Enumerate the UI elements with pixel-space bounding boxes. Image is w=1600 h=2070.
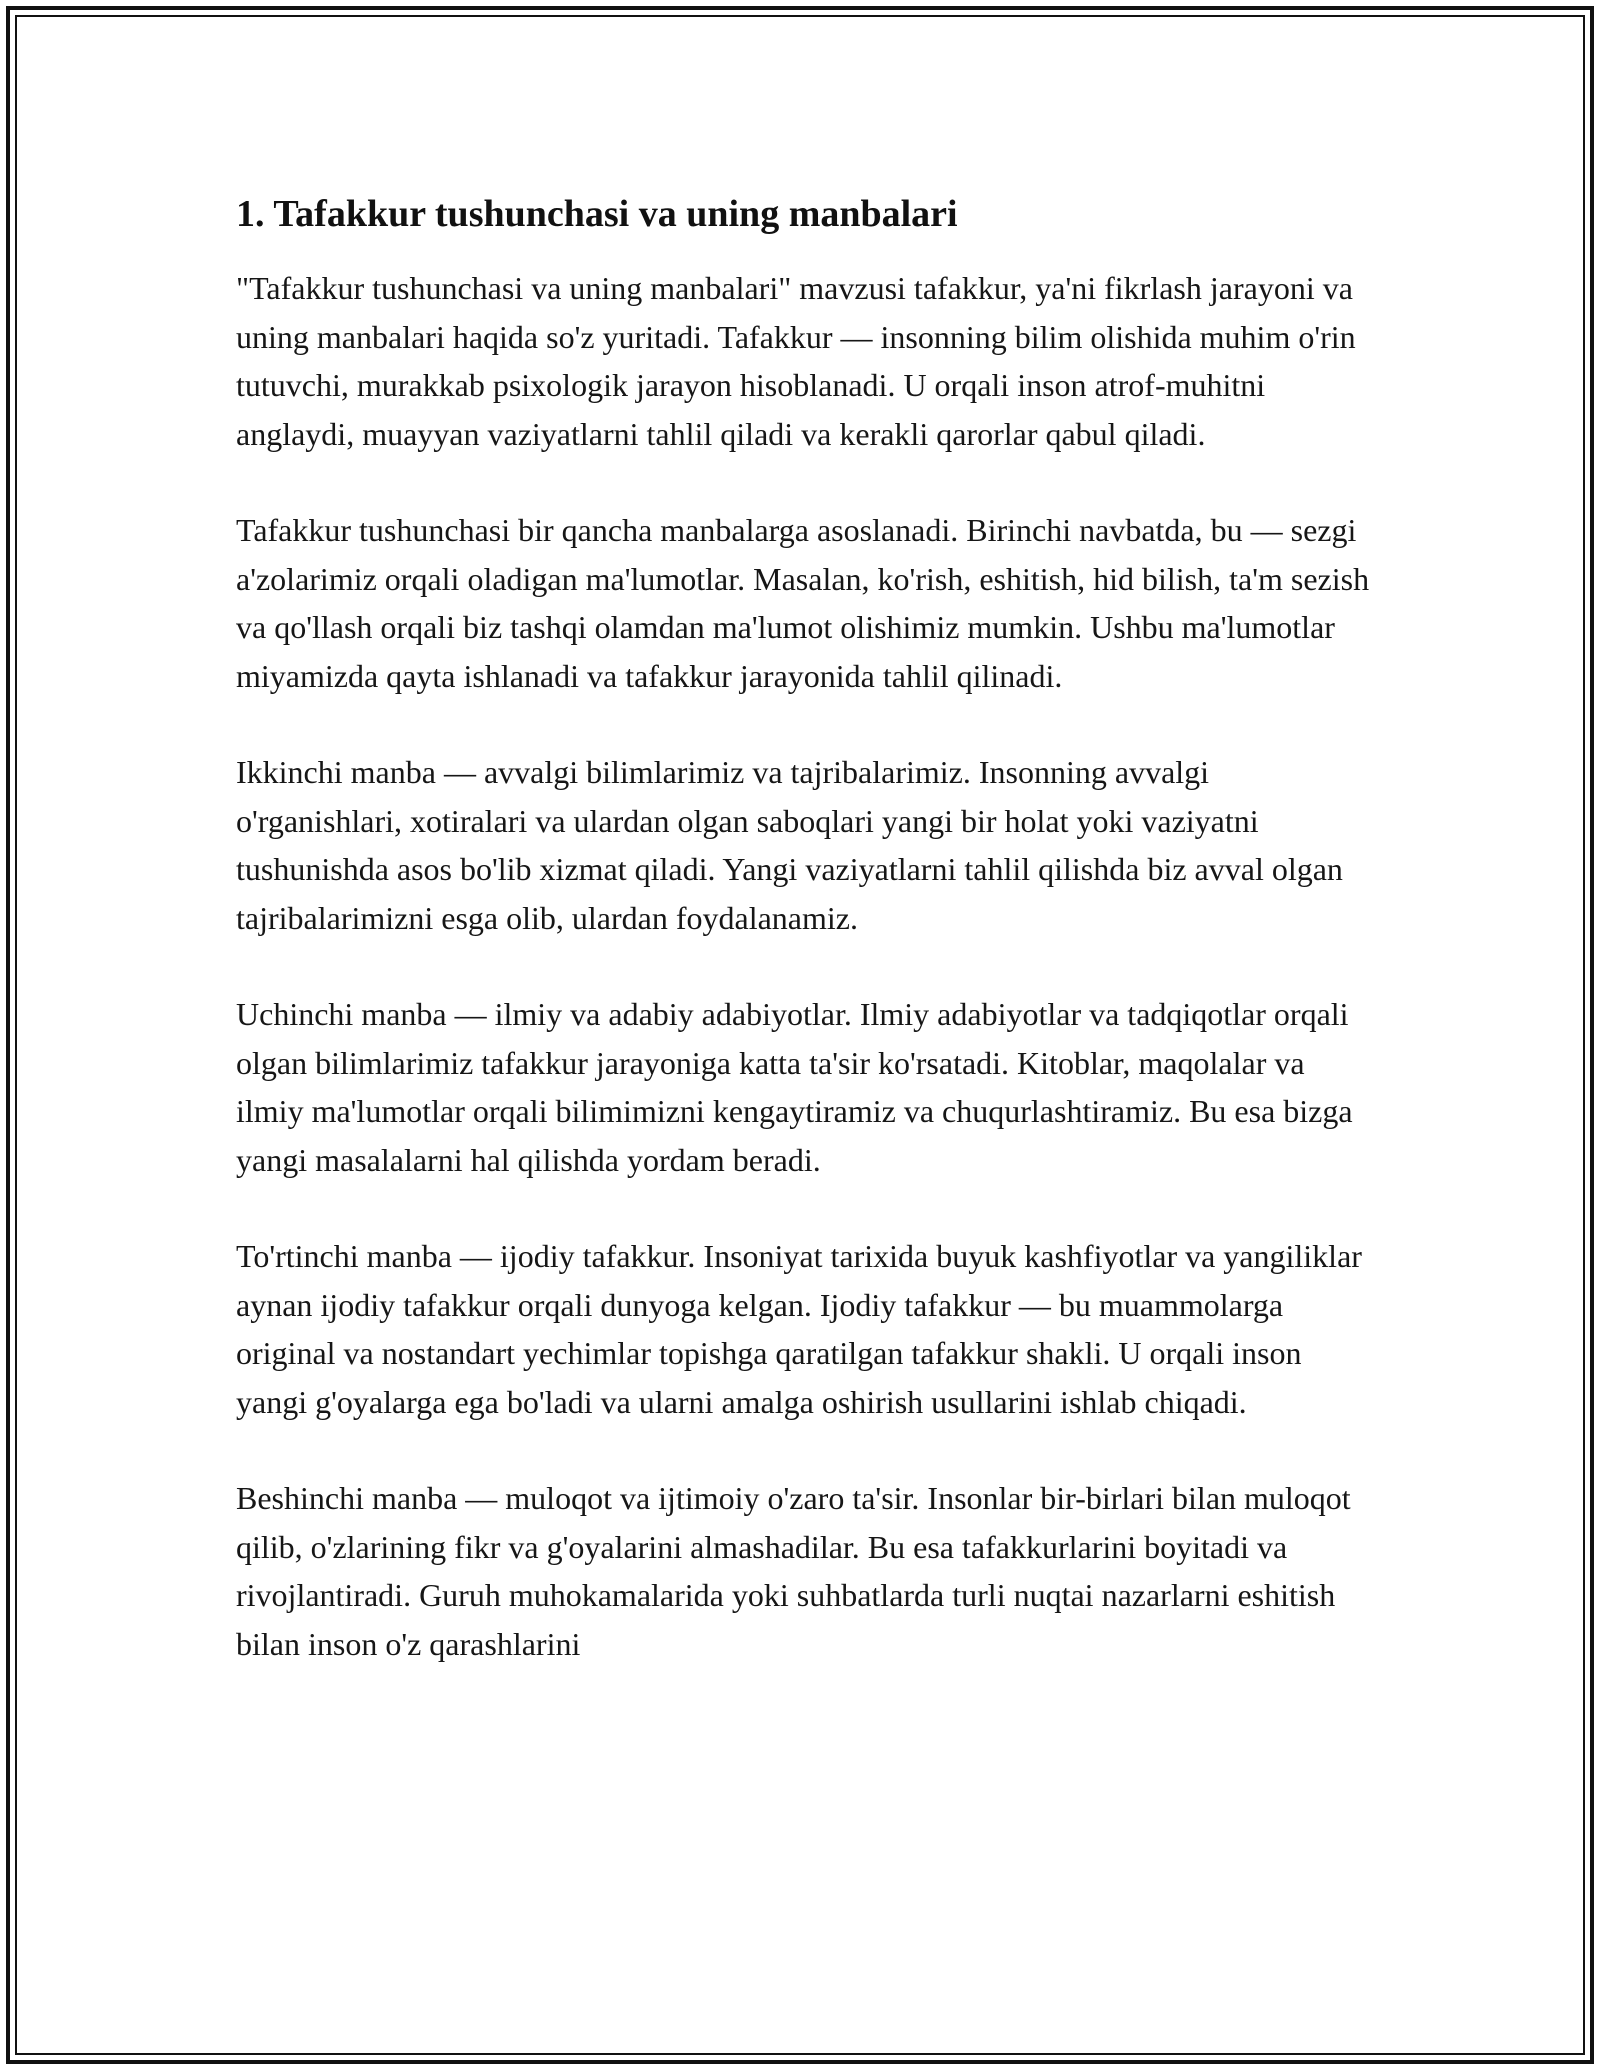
- paragraph-third-source: Uchinchi manba — ilmiy va adabiy adabiyotlar. Ilmiy adabiyotlar va tadqiqotlar orqali olgan bilimlarimiz tafakkur jarayoniga katta ta'sir ko'rsatadi. Kitoblar, maqolalar va ilmiy ma'lumotlar orqali bilimimizni kengaytiramiz va chuqurlashtiramiz. Bu esa bizga yangi masalalarni hal qilishda yordam beradi.: [236, 996, 1353, 1178]
- paragraph-fourth-source: To'rtinchi manba — ijodiy tafakkur. Insoniyat tarixida buyuk kashfiyotlar va yangiliklar aynan ijodiy tafakkur orqali dunyoga kelgan. Ijodiy tafakkur — bu muammolarga original va nostandart yechimlar topishga qaratilgan tafakkur shakli. U orqali inson yangi g'oyalarga ega bo'ladi va ularni amalga oshirish usullarini ishlab chiqadi.: [236, 1238, 1362, 1420]
- section-heading: 1. Tafakkur tushunchasi va uning manbalari: [236, 193, 958, 235]
- paragraph-second-source: Ikkinchi manba — avvalgi bilimlarimiz va tajribalarimiz. Insonning avvalgi o'rganishlari, xotiralari va ulardan olgan saboqlari yangi bir holat yoki vaziyatni tushunishda asos bo'lib xizmat qiladi. Yangi vaziyatlarni tahlil qilishda biz avval olgan tajribalarimizni esga olib, ulardan foydalanamiz.: [236, 754, 1343, 936]
- paragraph-intro: "Tafakkur tushunchasi va uning manbalari" mavzusi tafakkur, ya'ni fikrlash jarayoni va uning manbalari haqida so'z yuritadi. Tafakkur — insonning bilim olishida muhim o'rin tutuvchi, murakkab psixologik jarayon hisoblanadi. U orqali inson atrof-muhitni anglaydi, muayyan vaziyatlarni tahlil qiladi va kerakli qarorlar qabul qiladi.: [236, 270, 1356, 452]
- document-body: [236, 186, 1376, 1716]
- paragraph-fifth-source: Beshinchi manba — muloqot va ijtimoiy o'zaro ta'sir. Insonlar bir-birlari bilan muloqot qilib, o'zlarining fikr va g'oyalarini almashadilar. Bu esa tafakkurlarini boyitadi va rivojlantiradi. Guruh muhokamalarida yoki suhbatlarda turli nuqtai nazarlarni eshitish bilan inson o'z qarashlarini: [236, 1480, 1351, 1662]
- paragraph-first-source: Tafakkur tushunchasi bir qancha manbalarga asoslanadi. Birinchi navbatda, bu — sezgi a'zolarimiz orqali oladigan ma'lumotlar. Masalan, ko'rish, eshitish, hid bilish, ta'm sezish va qo'llash orqali biz tashqi olamdan ma'lumot olishimiz mumkin. Ushbu ma'lumotlar miyamizda qayta ishlanadi va tafakkur jarayonida tahlil qilinadi.: [236, 512, 1370, 694]
